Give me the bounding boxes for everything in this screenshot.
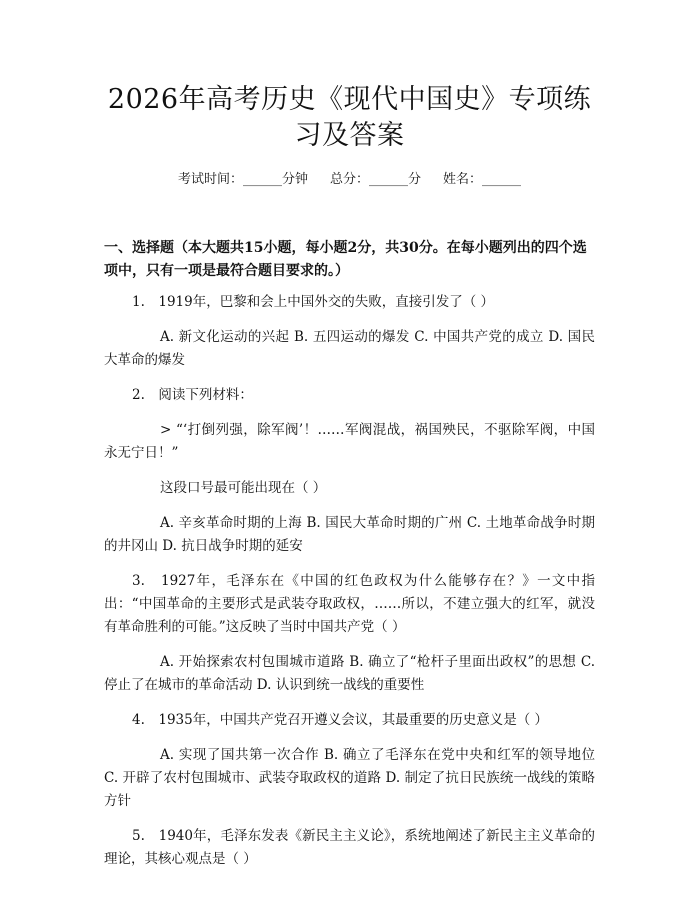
exam-time-label: 考试时间：______分钟	[177, 172, 308, 187]
student-name-label: 姓名：______	[443, 172, 522, 187]
exam-meta	[104, 171, 595, 189]
question-1-stem: 1. 1919年，巴黎和会上中国外交的失败，直接引发了（ ）	[132, 294, 495, 310]
question-2-stem: 2. 阅读下列材料：	[132, 387, 253, 403]
question-2-prompt: 这段口号最可能出现在（ ）	[160, 480, 327, 496]
question-3-stem: 3. 1927年，毛泽东在《中国的红色政权为什么能够存在？》一文中指出：“中国革命的主要形式是武装夺取政权，……所以，不建立强大的红军，就没有革命胜利的可能。”这反映了当时中国共产党（ ）	[104, 573, 595, 635]
question-3-options: A. 开始探索农村包围城市道路 B. 确立了“枪杆子里面出政权”的思想 C. 停止了在城市的革命活动 D. 认识到统一战线的重要性	[104, 654, 595, 693]
question-4-options: A. 实现了国共第一次合作 B. 确立了毛泽东在党中央和红军的领导地位 C. 开辟了农村包围城市、武装夺取政权的道路 D. 制定了抗日民族统一战线的策略方针	[104, 747, 595, 809]
question-5-stem: 5. 1940年，毛泽东发表《新民主主义论》，系统地阐述了新民主主义革命的理论，其核心观点是（ ）	[104, 828, 595, 867]
total-score-label: 总分：______分	[329, 172, 421, 187]
question-4-stem: 4. 1935年，中国共产党召开遵义会议，其最重要的历史意义是（ ）	[132, 712, 549, 728]
question-2-options: A. 辛亥革命时期的上海 B. 国民大革命时期的广州 C. 土地革命战争时期的井冈山 D. 抗日战争时期的延安	[104, 515, 595, 554]
section-heading: 一、选择题（本大题共15小题，每小题2分，共30分。在每小题列出的四个选项中，只有一项是最符合题目要求的。）	[104, 240, 587, 279]
question-2-quote: > “‘打倒列强，除军阀’！……军阀混战，祸国殃民，不驱除军阀，中国永无宁日！”	[104, 422, 595, 461]
question-1-options: A. 新文化运动的兴起 B. 五四运动的爆发 C. 中国共产党的成立 D. 国民大革命的爆发	[104, 329, 595, 368]
document-title: 2026年高考历史《现代中国史》专项练习及答案	[107, 84, 592, 151]
